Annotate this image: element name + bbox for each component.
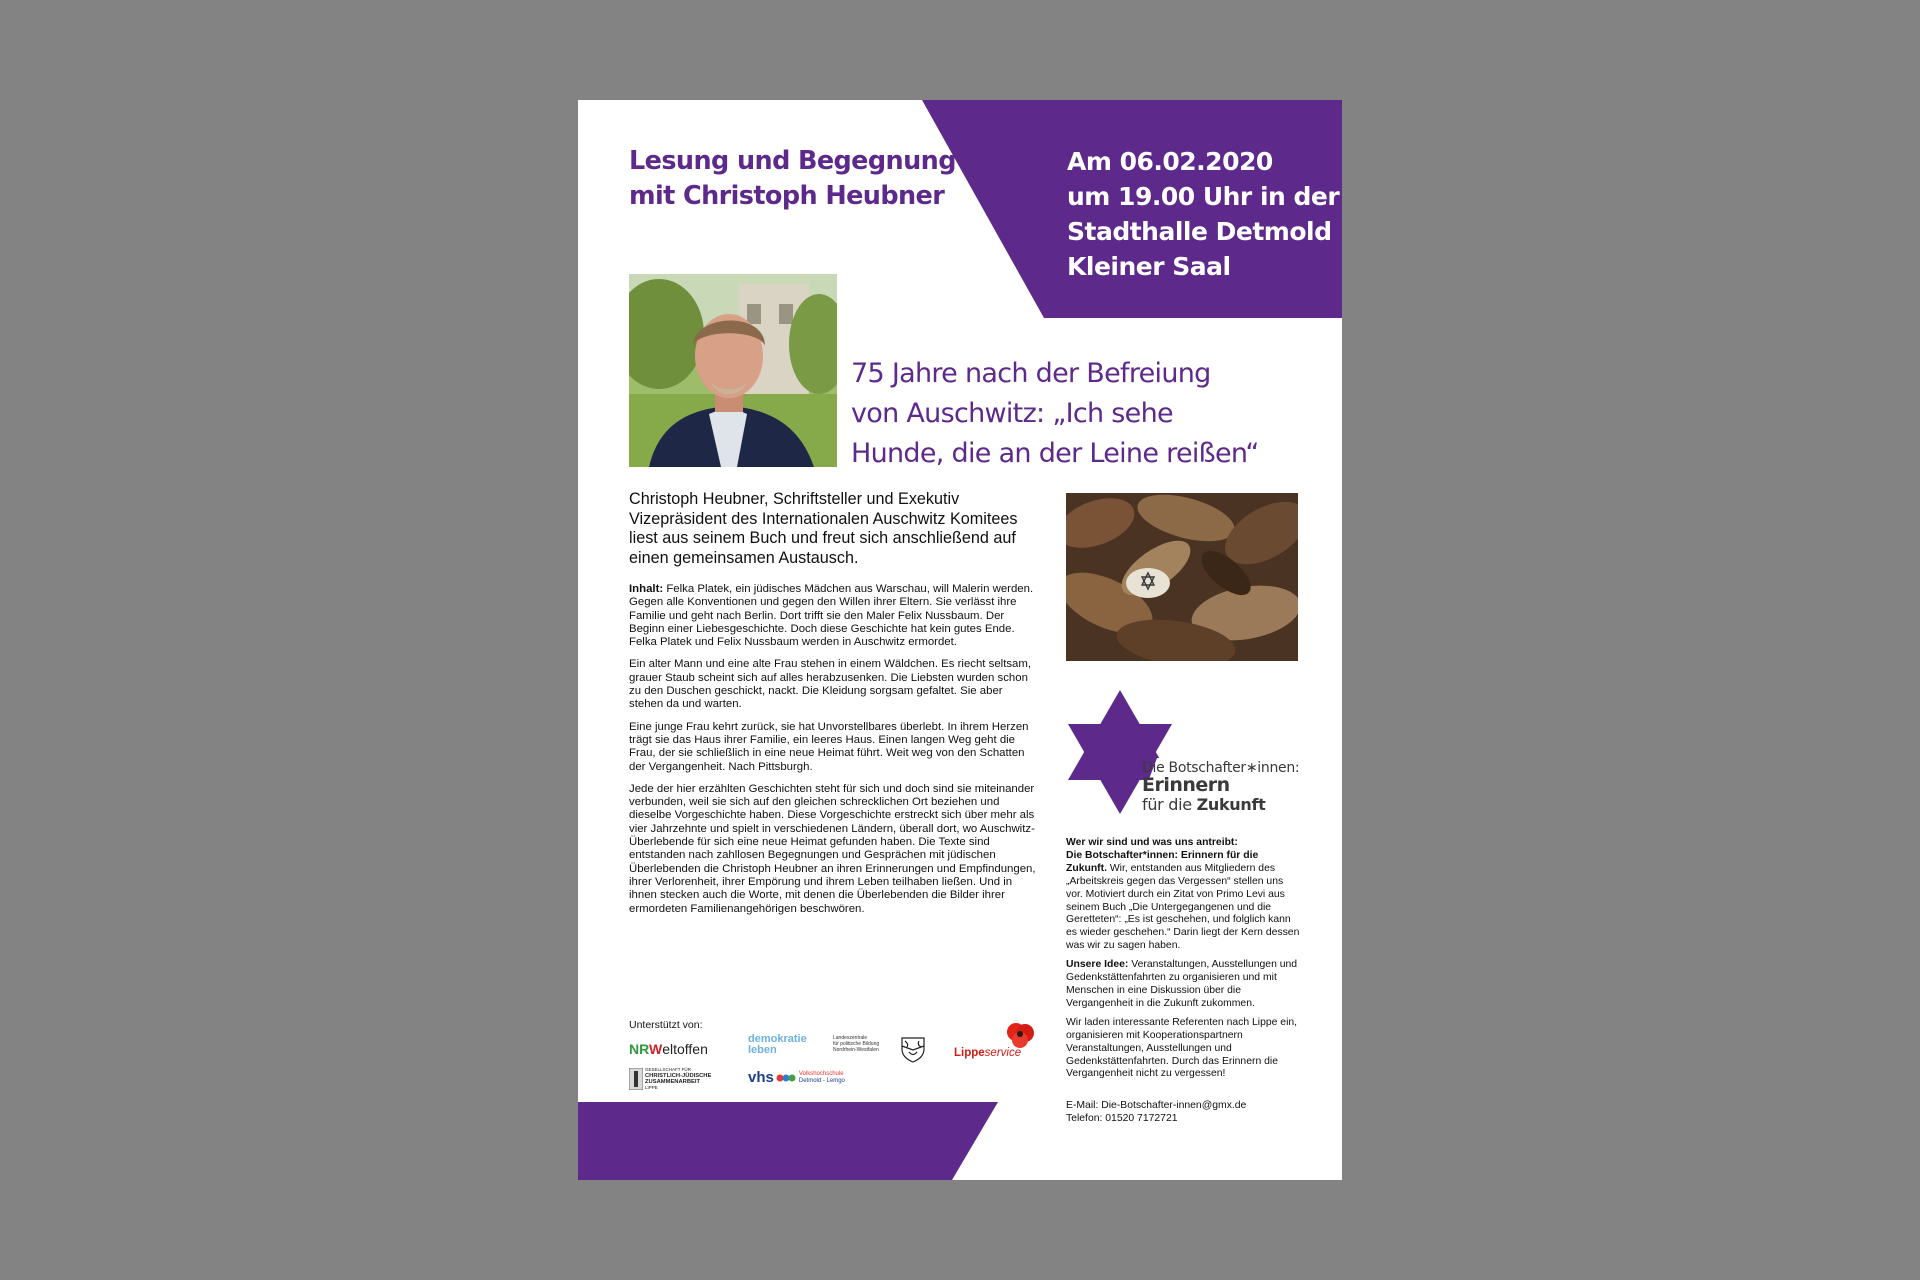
paragraph: Ein alter Mann und eine alte Frau stehen in einem Wäldchen. Es riecht seltsam, grauer Staub scheint sich auf alles herabzusenken. Die Liebsten wurden schon zu den Duschen geschickt, nackt. Die Kleidung sorgsam gefaltet. Sie aber stehen da und warten. [629, 658, 1032, 711]
landeszentrale-logo [833, 1035, 879, 1053]
paragraph-label: Inhalt: [629, 583, 664, 595]
nrw-coat-of-arms-icon [901, 1037, 925, 1063]
logo-text: ZUSAMMENARBEIT [645, 1079, 701, 1085]
logo-line [1142, 795, 1299, 814]
logo-line-part: für die [1142, 795, 1197, 814]
logo-letter: W [648, 1041, 663, 1057]
paragraph: Eine junge Frau kehrt zurück, sie hat Unvorstellbares überlebt. In ihrem Herzen trägt sie das Haus ihrer Familie, ein leeres Haus. Einen langen Weg geht die Frau, der sie schließlich in eine neue Heimat führt. Weit weg von den Schatten der Vergangenheit. Nach Pittsburgh. [629, 720, 1029, 773]
vhs-logo [748, 1069, 845, 1086]
cjz-emblem-icon [629, 1068, 643, 1090]
paragraph [629, 583, 1039, 649]
event-details [1067, 144, 1339, 284]
paragraph-label: Unsere Idee: [1066, 959, 1129, 971]
subtitle [851, 354, 1271, 474]
vhs-dots-icon [776, 1072, 796, 1084]
logo-text: eltoffen [662, 1041, 708, 1057]
event-room: Kleiner Saal [1067, 252, 1231, 281]
organization-logo-text [1142, 760, 1299, 814]
logo-text: LIPPE [645, 1085, 658, 1090]
event-time: um 19.00 Uhr in der [1067, 182, 1340, 211]
logo-text: leben [748, 1044, 777, 1056]
sponsors-label: Unterstützt von: [629, 1019, 703, 1031]
paragraph-text: Veranstaltungen, Ausstellungen und Gedenkstättenfahrten zu organisieren und mit Menschen in eine Diskussion über die Vergangenheit in die Zukunft zukommen. [1066, 959, 1298, 1009]
logo-line: Erinnern [1142, 774, 1230, 796]
logo-text: Nordrhein-Westfalen [833, 1047, 879, 1053]
event-date: Am 06.02.2020 [1067, 147, 1273, 176]
logo-text: vhs [748, 1069, 774, 1086]
christlich-juedische-zusammenarbeit-logo [629, 1067, 711, 1091]
logo-text: Lippe [954, 1047, 985, 1059]
paragraph-label: Wer wir sind und was uns antreibt: [1066, 837, 1238, 848]
contact-info [1066, 1099, 1302, 1125]
logo-text: Detmold - Lemgo [798, 1077, 845, 1084]
logo-letter: R [639, 1041, 649, 1057]
story-text [629, 583, 1039, 925]
demokratie-leben-logo [748, 1034, 807, 1056]
event-venue: Stadthalle Detmold [1067, 217, 1332, 246]
nrw-weltoffen-logo [629, 1041, 708, 1057]
logo-text: CHRISTLICH-JÜDISCHE [645, 1073, 712, 1079]
about-us-text [1066, 837, 1302, 1087]
paragraph-text: Wir, entstanden aus Mitgliedern des „Arbeitskreis gegen das Vergessen“ stellen uns vor. Motiviert durch ein Zitat von Primo Levi aus seinem Buch „Die Untergegangenen und die Geretteten“: „Es ist geschehen, und folglich kann es wieder geschehen.“ Darin liegt der Kern dessen was wir zu sagen haben. [1066, 862, 1300, 952]
subtitle-line: 75 Jahre nach der Befreiung [851, 358, 1211, 389]
logo-line: Die Botschafter∗innen: [1142, 760, 1300, 776]
subtitle-line: Hunde, die an der Leine reißen“ [851, 438, 1259, 469]
logo-text: demokratie [748, 1033, 807, 1045]
paragraph: Jede der hier erzählten Geschichten steht für sich und doch sind sie miteinander verbunden, weil sie sich auf den gleichen schrecklichen Ort beziehen und dieselbe Vorgeschichte haben. Diese Vorgeschichte erstreckt sich über mehr als vier Jahrzehnte und spielt in verschiedenen Ländern, überall dort, wo Auschwitz-Überlebende für sich eine neue Heimat gefunden haben. Die Texte sind entstanden nach zahllosen Begegnungen und Gesprächen mit jüdischen Überlebenden die Christoph Heubner an ihren Erinnerungen und Empfindungen, ihrer Verlorenheit, ihrer Empörung und ihrem Leben teilhaben ließen. Und in ihnen stecken auch die Worte, mit denen die Überlebenden die Bilder ihrer ermordeten Familienangehörigen beschwören. [629, 782, 1036, 915]
logo-line-part: Zukunft [1196, 795, 1266, 814]
poster [578, 100, 1342, 1180]
contact-phone: Telefon: 01520 7172721 [1066, 1113, 1178, 1125]
paragraph [1066, 959, 1302, 1011]
paragraph [1066, 837, 1302, 953]
headline [629, 144, 956, 214]
paragraph: Wir laden interessante Referenten nach Lippe ein, organisieren mit Kooperationspartnern Veranstaltungen, Ausstellungen und Gedenkstättenfahrten. Durch das Erinnern die Vergangenheit nicht zu vergessen! [1066, 1016, 1298, 1080]
paragraph-text: Felka Platek, ein jüdisches Mädchen aus Warschau, will Malerin werden. Gegen alle Konventionen und gegen den Willen ihrer Eltern. Sie verlässt ihre Familie und geht nach Berlin. Dort trifft sie den Maler Felix Nussbaum. Der Beginn einer Liebesgeschichte. Doch diese Geschichte hat kein gutes Ende. Felka Platek und Felix Nussbaum werden in Auschwitz ermordet. [629, 583, 1034, 649]
logo-letter: N [629, 1041, 640, 1057]
stone-on-leaves-photo [1066, 493, 1298, 661]
logo-text: Landeszentrale [833, 1035, 868, 1041]
headline-line: Lesung und Begegnung [629, 146, 956, 176]
headline-line: mit Christoph Heubner [629, 181, 945, 211]
paragraph-bold: Die Botschafter*innen: Erinnern für die Zukunft. [1066, 849, 1259, 874]
logo-text: für politische Bildung [833, 1041, 880, 1047]
poppy-flower-icon [1006, 1022, 1036, 1050]
subtitle-line: von Auschwitz: „Ich sehe [851, 398, 1173, 429]
logo-text: service [984, 1047, 1022, 1059]
logo-text: Volkshochschule [798, 1070, 844, 1077]
contact-email: E-Mail: Die-Botschafter-innen@gmx.de [1066, 1100, 1247, 1111]
author-portrait-photo [629, 274, 837, 467]
intro-text: Christoph Heubner, Schriftsteller und Exekutiv Vizepräsident des Internationalen Auschwitz Komitees liest aus seinem Buch und freut sich anschließend auf einen gemeinsamen Austausch. [629, 490, 1018, 567]
lippe-service-logo [954, 1047, 1021, 1059]
logo-text: GESELLSCHAFT FÜR [645, 1067, 691, 1072]
